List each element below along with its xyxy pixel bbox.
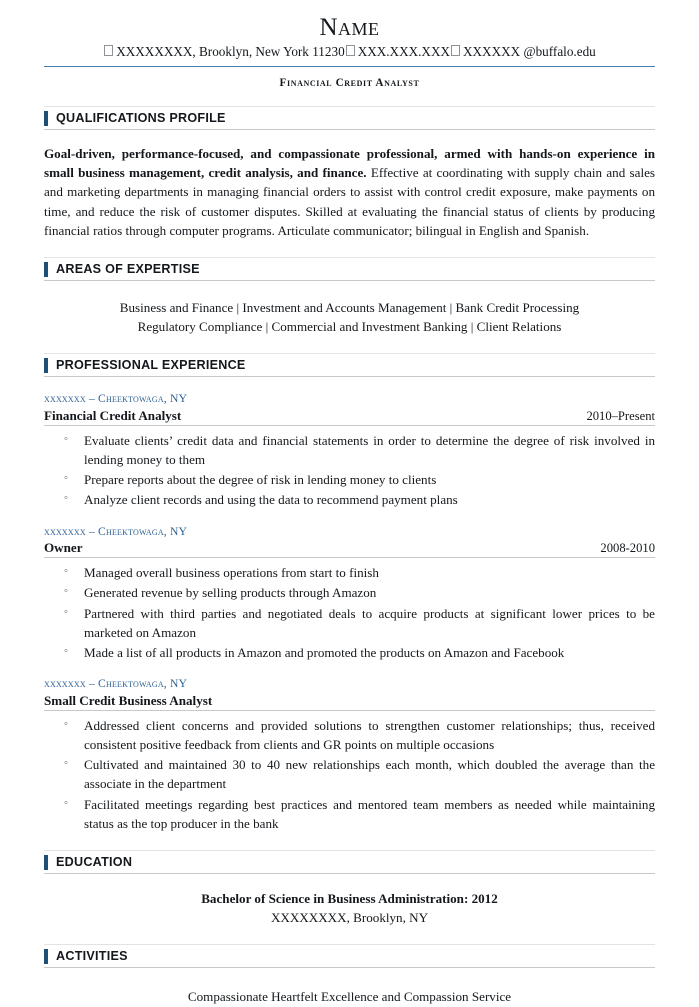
bullet-icon: ◦ — [64, 492, 68, 505]
qualifications-rest: Effective at coordinating with supply chain and sales and marketing departments in managing financial orders to assist with control credit exposure, make payments on time, and reduce the risk of customer disputes. Skilled at evaluating the financial status of clients by producing financial ratios through computer programs. Articulate communicator; bilingual in English and Spanish. — [44, 165, 655, 238]
job-bullet-list — [44, 716, 655, 833]
job-title: Owner — [44, 540, 83, 556]
experience-entry — [44, 525, 655, 663]
education-degree: Bachelor of Science in Business Administration: 2012 — [201, 891, 498, 907]
list-item-text: Managed overall business operations from start to finish — [84, 565, 379, 581]
job-title: Financial Credit Analyst — [44, 407, 182, 423]
list-item — [44, 716, 655, 754]
section-title: QUALIFICATIONS PROFILE — [56, 110, 226, 125]
section-accent-bar — [44, 949, 48, 964]
location-placeholder-box-icon — [104, 45, 113, 56]
list-item-text: Analyze client records and using the data to recommend payment plans — [84, 492, 458, 508]
list-item-text: Addressed client concerns and provided solutions to strengthen customer relationships; thus, received consistent positive feedback from clients and GR points on multiple occasions — [84, 717, 655, 752]
contact-email: XXXXXX @buffalo.edu — [463, 44, 596, 59]
section-title: ACTIVITIES — [56, 949, 128, 964]
job-title-row — [44, 408, 655, 426]
bullet-icon: ◦ — [64, 585, 68, 598]
section-header-activities — [44, 944, 655, 968]
experience-entry — [44, 677, 655, 833]
section-header-qualifications — [44, 106, 655, 130]
activities-entry — [44, 988, 655, 1007]
qualifications-paragraph — [44, 144, 655, 240]
section-header-expertise — [44, 257, 655, 281]
expertise-list — [44, 299, 655, 336]
list-item-text: Prepare reports about the degree of risk in lending money to clients — [84, 472, 437, 488]
bullet-icon: ◦ — [64, 644, 68, 657]
section-accent-bar — [44, 358, 48, 373]
job-bullet-list — [44, 563, 655, 662]
contact-address: XXXXXXXX, Brooklyn, New York 11230 — [116, 44, 345, 59]
job-company: xxxxxxx – Cheektowaga, NY — [44, 392, 188, 406]
list-item-text: Facilitated meetings regarding best practices and mentored team members as needed while maintaining status as the top producer in the bank — [84, 796, 655, 831]
header-divider — [44, 66, 655, 67]
section-header-education — [44, 850, 655, 874]
list-item — [44, 583, 655, 602]
target-job-title: Financial Credit Analyst — [279, 76, 420, 89]
bullet-icon: ◦ — [64, 757, 68, 770]
envelope-placeholder-box-icon — [451, 45, 460, 56]
list-item — [44, 604, 655, 642]
contact-line — [44, 43, 655, 61]
bullet-icon: ◦ — [64, 796, 68, 809]
expertise-line: Business and Finance | Investment and Accounts Management | Bank Credit Processing — [119, 299, 580, 315]
list-item-text: Made a list of all products in Amazon and promoted the products on Amazon and Facebook — [84, 644, 565, 660]
section-accent-bar — [44, 855, 48, 870]
bullet-icon: ◦ — [64, 717, 68, 730]
list-item — [44, 643, 655, 662]
job-title-row — [44, 693, 655, 711]
list-item — [44, 490, 655, 509]
resume-header — [44, 14, 655, 89]
list-item-text: Partnered with third parties and negotiated deals to acquire products at significant lower prices to be marketed on Amazon — [84, 605, 655, 640]
list-item — [44, 563, 655, 582]
bullet-icon: ◦ — [64, 472, 68, 485]
job-dates: 2010–Present — [586, 408, 655, 423]
experience-entry — [44, 392, 655, 509]
education-entry — [44, 890, 655, 927]
job-company: xxxxxxx – Cheektowaga, NY — [44, 677, 188, 691]
qualifications-lead: Goal-driven, performance-focused, and compassionate professional, armed with hands-on experience in small business management, credit analysis, and finance. — [44, 145, 655, 181]
job-title: Small Credit Business Analyst — [44, 692, 213, 708]
page-title: Name — [319, 14, 380, 41]
expertise-line: Regulatory Compliance | Commercial and Investment Banking | Client Relations — [137, 318, 562, 334]
list-item — [44, 470, 655, 489]
section-header-experience — [44, 353, 655, 377]
list-item — [44, 755, 655, 793]
list-item — [44, 431, 655, 469]
section-title: PROFESSIONAL EXPERIENCE — [56, 358, 246, 373]
job-title-row — [44, 540, 655, 558]
job-dates: 2008-2010 — [600, 541, 655, 556]
bullet-icon: ◦ — [64, 565, 68, 578]
section-title: EDUCATION — [56, 855, 133, 870]
phone-placeholder-box-icon — [346, 45, 355, 56]
list-item-text: Cultivated and maintained 30 to 40 new relationships each month, which doubled the average than the associate in the department — [84, 757, 655, 792]
job-company: xxxxxxx – Cheektowaga, NY — [44, 524, 188, 538]
job-bullet-list — [44, 431, 655, 510]
bullet-icon: ◦ — [64, 432, 68, 445]
list-item-text: Generated revenue by selling products through Amazon — [84, 585, 377, 601]
section-accent-bar — [44, 111, 48, 126]
activities-line: Compassionate Heartfelt Excellence and Compassion Service — [187, 989, 512, 1005]
section-accent-bar — [44, 262, 48, 277]
education-school: XXXXXXXX, Brooklyn, NY — [270, 909, 429, 925]
contact-phone: XXX.XXX.XXX — [357, 44, 450, 59]
bullet-icon: ◦ — [64, 605, 68, 618]
list-item — [44, 795, 655, 833]
section-title: AREAS OF EXPERTISE — [56, 261, 200, 276]
list-item-text: Evaluate clients’ credit data and financial statements in order to determine the degree of risk involved in lending money to them — [84, 432, 655, 467]
